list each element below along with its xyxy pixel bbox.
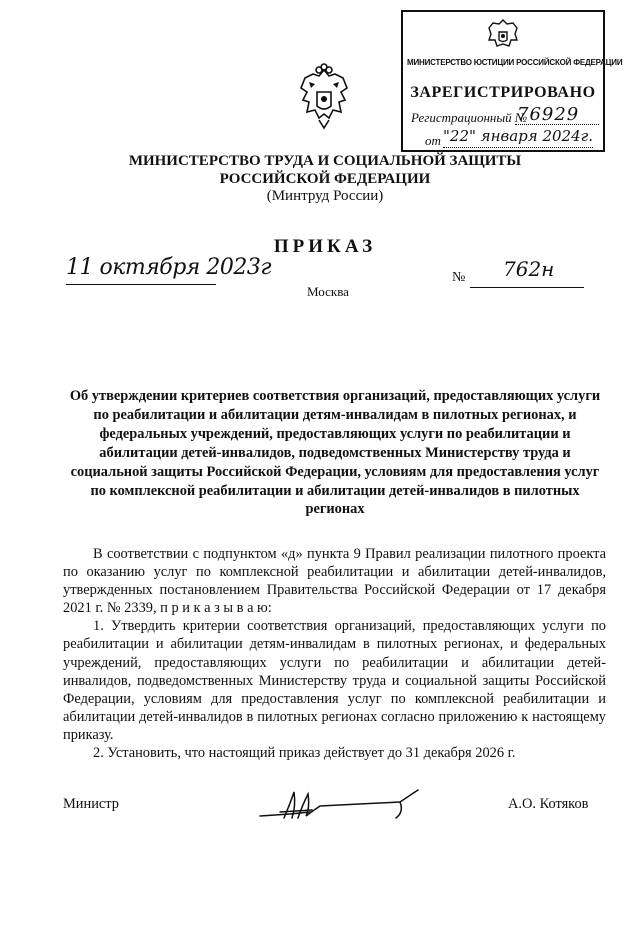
ministry-title	[70, 152, 580, 188]
stamp-registered-label: ЗАРЕГИСТРИРОВАНО	[410, 84, 596, 101]
registration-stamp	[401, 10, 623, 152]
coat-of-arms-emblem	[291, 62, 357, 134]
body-paragraph-preamble: В соответствии с подпунктом «д» пункта 9 Правил реализации пилотного проекта по оказанию услуг по комплексной реабилитации и абилитации детей-инвалидов, утвержденных постановлением Правительства Российской Федерации от 17 декабря 2021 г. № 2339, п р и к а з ы в а ю:	[63, 546, 606, 617]
stamp-regnum-label: Регистрационный №	[411, 110, 528, 125]
stamp-regnum-underline	[515, 124, 599, 126]
stamp-date-underline	[443, 147, 593, 149]
order-city: Москва	[307, 284, 349, 299]
stamp-regnum-value: 76929	[517, 104, 580, 125]
order-date-underline	[66, 284, 216, 285]
body-paragraph-item-1: 1. Утвердить критерии соответствия организаций, предоставляющих услуги по реабилитации и абилитации детям-инвалидам в пилотных регионах, и федеральных учреждений, предоставляющих услуги по реабилитации и абилитации детей-инвалидов, подведомственных Министерству труда и социальной защиты Российской Федерации, условиям для предоставления услуг по комплексной реабилитации и абилитации детей-инвалидов в пилотных регионах согласно приложению к настоящему приказу.	[63, 618, 606, 743]
handwritten-signature	[250, 784, 430, 824]
ministry-title-line1: МИНИСТЕРСТВО ТРУДА И СОЦИАЛЬНОЙ ЗАЩИТЫ	[128, 153, 522, 169]
order-body	[63, 545, 606, 762]
order-number: 762н	[503, 257, 555, 281]
stamp-emblem-icon	[485, 16, 521, 54]
order-date: 11 октября 2023г	[66, 255, 271, 280]
order-subject: Об утверждении критериев соответствия организаций, предоставляющих услуги по реабилитации и абилитации детям-инвалидам в пилотных регионах, и федеральных учреждений, предоставляющих услуги по реабилитации и абилитации детей-инвалидов, подведомственных Министерству труда и социальной защиты Российской Федерации, условиям для предоставления услуг по комплексной реабилитации и абилитации детей-инвалидов в пилотных регионах	[69, 388, 601, 518]
order-number-underline	[470, 287, 584, 288]
ministry-short-name: (Минтруд России)	[266, 188, 384, 204]
stamp-ministry-name: МИНИСТЕРСТВО ЮСТИЦИИ РОССИЙСКОЙ ФЕДЕРАЦИИ	[407, 58, 623, 67]
order-title: ПРИКАЗ	[273, 236, 377, 257]
stamp-date-value: "22" января 2024г.	[443, 127, 593, 145]
order-number-label: №	[452, 270, 466, 285]
body-paragraph-item-2: 2. Установить, что настоящий приказ действует до 31 декабря 2026 г.	[93, 745, 516, 762]
signer-position: Министр	[63, 796, 119, 812]
signer-name: А.О. Котяков	[508, 796, 589, 812]
ministry-title-line2: РОССИЙСКОЙ ФЕДЕРАЦИИ	[219, 171, 431, 187]
stamp-date-prefix: от	[425, 133, 441, 148]
